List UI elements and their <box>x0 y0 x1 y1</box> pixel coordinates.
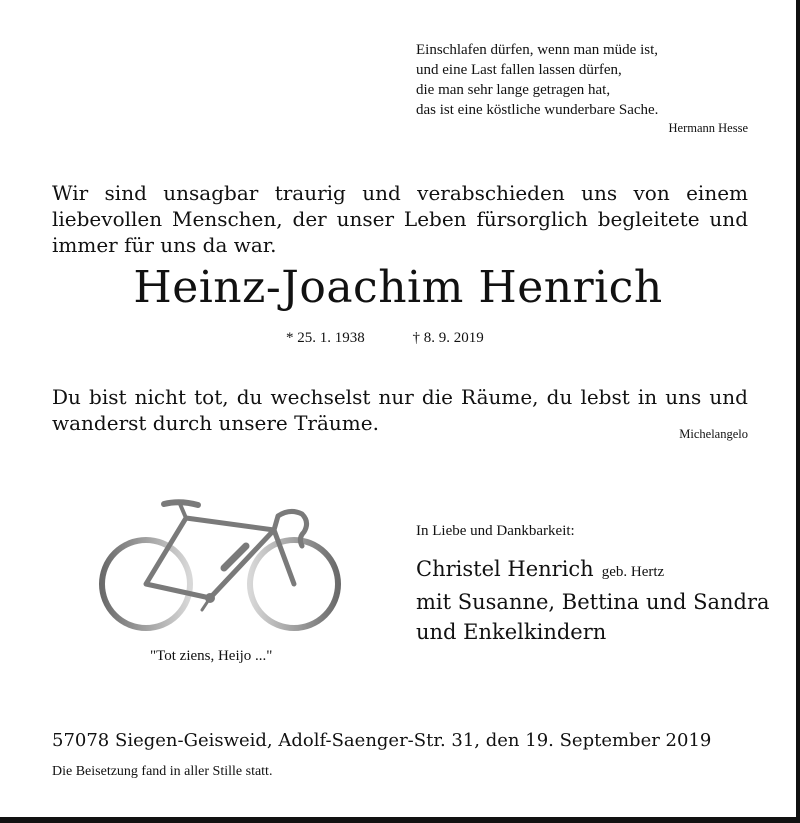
deceased-name: Heinz-Joachim Henrich <box>133 262 663 313</box>
spouse-name: Christel Henrich <box>416 557 594 581</box>
poem-author: Hermann Hesse <box>668 121 748 135</box>
poem-line: das ist eine köstliche wunderbare Sache. <box>416 102 659 118</box>
spouse-birthname: geb. Hertz <box>601 564 665 580</box>
quote-author: Michelangelo <box>679 427 748 441</box>
poem-line: Einschlafen dürfen, wenn man müde ist, <box>416 42 659 58</box>
address-line: 57078 Siegen-Geisweid, Adolf-Saenger-Str. 31, den 19. September 2019 <box>52 730 712 751</box>
death-date: † 8. 9. 2019 <box>412 330 484 346</box>
poem-line: und eine Last fallen lassen dürfen, <box>416 62 622 78</box>
poem-line: die man sehr lange getragen hat, <box>416 82 611 98</box>
funeral-note: Die Beisetzung fand in aller Stille statt. <box>52 764 273 779</box>
bicycle-icon <box>98 496 344 636</box>
grandchildren-line: und Enkelkindern <box>416 620 607 644</box>
bike-caption: "Tot ziens, Heijo ..." <box>150 648 273 664</box>
poem <box>416 40 658 120</box>
thanks-line: In Liebe und Dankbarkeit: <box>416 523 575 539</box>
mourners <box>416 554 770 647</box>
life-dates <box>286 330 484 347</box>
children-line: mit Susanne, Bettina und Sandra <box>416 590 770 614</box>
birth-date: * 25. 1. 1938 <box>286 330 365 346</box>
spouse-line <box>416 554 770 587</box>
quote-text: Du bist nicht tot, du wechselst nur die Räume, du lebst in uns und wanderst durch unsere Träume. <box>52 385 748 435</box>
intro-text: Wir sind unsagbar traurig und verabschieden uns von einem liebevollen Menschen, der unser Leben fürsorglich begleitete und immer für uns da war. <box>52 181 748 257</box>
